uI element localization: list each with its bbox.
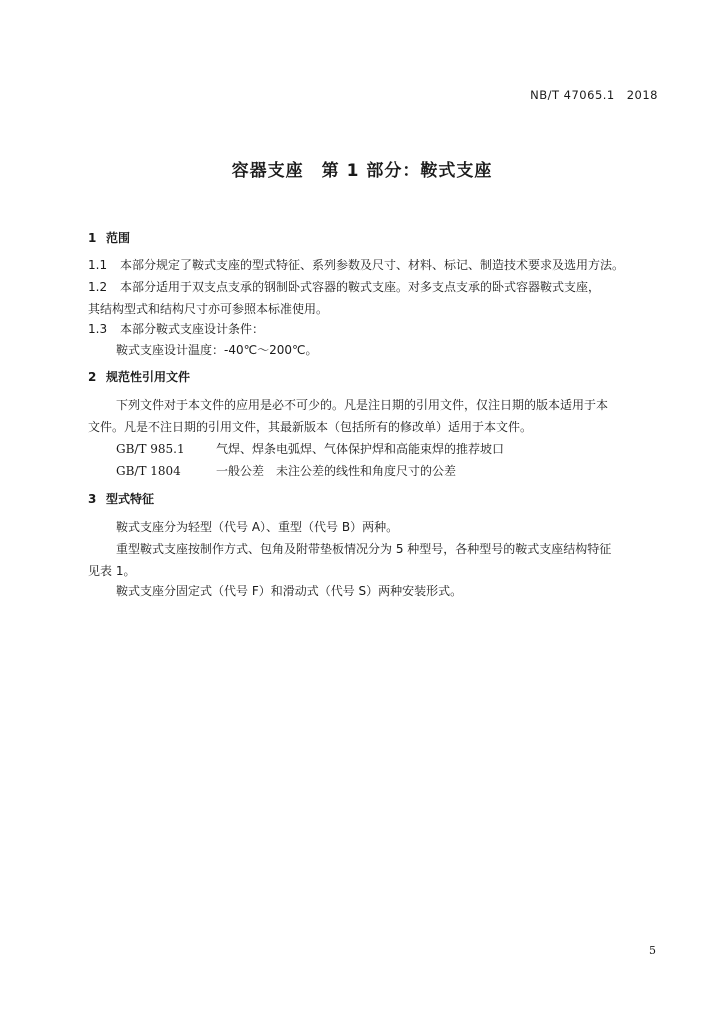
section-title: 范围 bbox=[106, 231, 131, 245]
reference-gbt-985-1 bbox=[116, 440, 504, 457]
document-title: 容器支座 第 1 部分：鞍式支座 bbox=[231, 161, 493, 181]
type-paragraph-2: 重型鞍式支座按制作方式、包角及附带垫板情况分为 5 种型号，各种型号的鞍式支座结构特征 bbox=[116, 542, 612, 556]
clause-text: 本部分适用于双支点支承的钢制卧式容器的鞍式支座。对多支点支承的卧式容器鞍式支座， bbox=[120, 280, 601, 294]
design-temperature: 鞍式支座设计温度：-40℃～200℃。 bbox=[116, 343, 318, 357]
clause-text: 本部分鞍式支座设计条件： bbox=[120, 322, 265, 336]
reference-code: GB/T 1804 bbox=[116, 464, 181, 478]
reference-title: 一般公差 未注公差的线性和角度尺寸的公差 bbox=[216, 464, 457, 478]
section-number: 2 bbox=[88, 370, 97, 384]
section-2-heading bbox=[88, 368, 190, 385]
clause-number: 1.2 bbox=[88, 280, 108, 294]
clause-1-2-continuation: 其结构型式和结构尺寸亦可参照本标准使用。 bbox=[88, 302, 329, 316]
section-3-heading bbox=[88, 490, 154, 507]
type-paragraph-2-continuation: 见表 1。 bbox=[88, 564, 136, 578]
section-title: 型式特征 bbox=[106, 492, 155, 506]
reference-title: 气焊、焊条电弧焊、气体保护焊和高能束焊的推荐坡口 bbox=[216, 442, 505, 456]
section-number: 1 bbox=[88, 231, 97, 245]
type-paragraph-1: 鞍式支座分为轻型（代号 A）、重型（代号 B）两种。 bbox=[116, 520, 399, 534]
reference-code: GB/T 985.1 bbox=[116, 442, 185, 456]
section-1-heading bbox=[88, 229, 130, 246]
page-number: 5 bbox=[649, 944, 656, 957]
normative-intro-line-1: 下列文件对于本文件的应用是必不可少的。凡是注日期的引用文件，仅注日期的版本适用于本 bbox=[116, 398, 609, 412]
reference-gbt-1804 bbox=[116, 462, 456, 479]
section-number: 3 bbox=[88, 492, 97, 506]
clause-1-1 bbox=[88, 256, 660, 273]
clause-number: 1.3 bbox=[88, 322, 108, 336]
standard-code: NB/T 47065.1 2018 bbox=[530, 88, 658, 102]
normative-intro-line-2: 文件。凡是不注日期的引用文件，其最新版本（包括所有的修改单）适用于本文件。 bbox=[88, 420, 533, 434]
clause-text: 本部分规定了鞍式支座的型式特征、系列参数及尺寸、材料、标记、制造技术要求及选用方法。 bbox=[120, 258, 625, 272]
clause-number: 1.1 bbox=[88, 258, 108, 272]
clause-1-3 bbox=[88, 320, 660, 337]
type-paragraph-3: 鞍式支座分固定式（代号 F）和滑动式（代号 S）两种安装形式。 bbox=[116, 584, 463, 598]
section-title: 规范性引用文件 bbox=[106, 370, 191, 384]
clause-1-2 bbox=[88, 278, 660, 295]
